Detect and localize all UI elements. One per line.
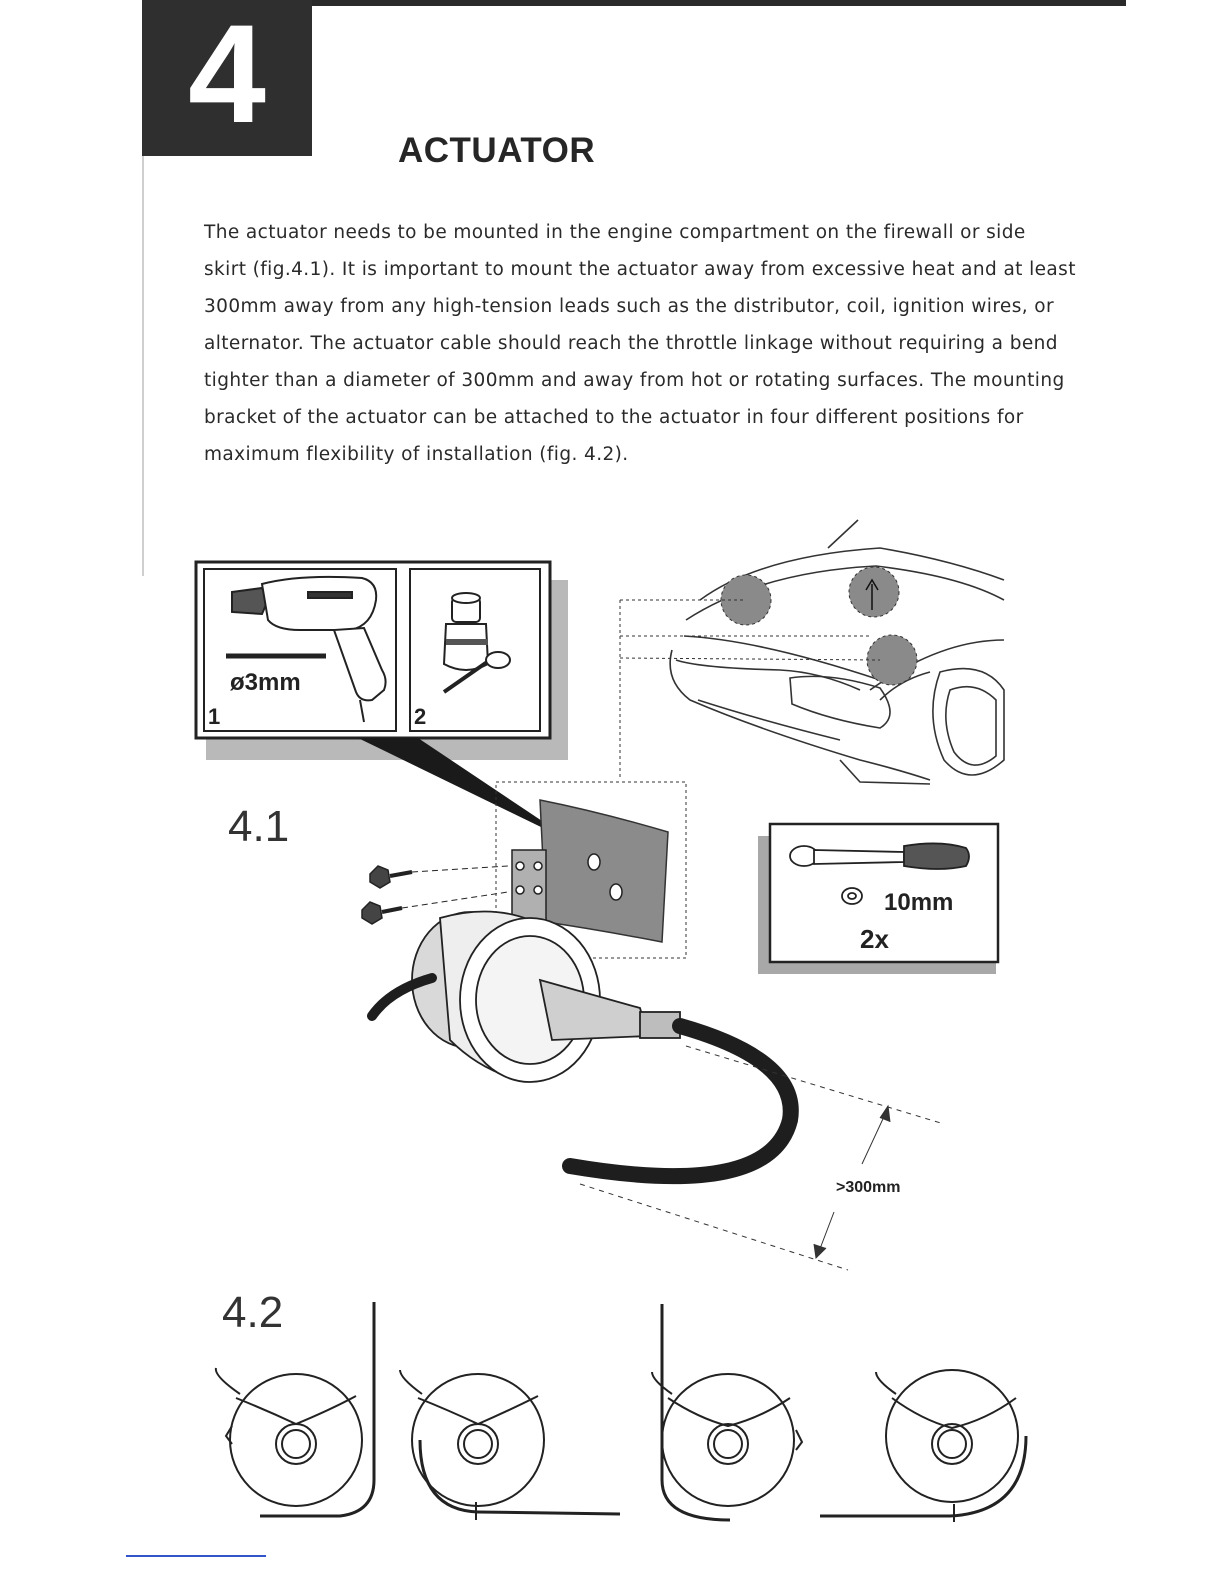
footer-rule [126, 1555, 266, 1557]
bracket-position-2 [400, 1370, 620, 1520]
body-line: maximum flexibility of installation (fig. 4.2). [204, 444, 629, 465]
bracket-position-4 [820, 1370, 1026, 1522]
figure-4-1-label: 4.1 [228, 802, 290, 851]
step-1-number: 1 [208, 704, 221, 729]
body-line: tighter than a diameter of 300mm and away from hot or rotating surfaces. The mounting [204, 370, 1065, 391]
body-line: alternator. The actuator cable should reach the throttle linkage without requiring a bend [204, 333, 1058, 354]
step-2-number: 2 [414, 704, 427, 729]
mount-location-markers [721, 567, 917, 685]
figure-4-2-label: 4.2 [222, 1288, 284, 1337]
chapter-number: 4 [188, 0, 266, 152]
socket-size-label: 10mm [884, 889, 954, 916]
bracket-position-1 [216, 1302, 374, 1516]
chapter-title: ACTUATOR [398, 131, 596, 170]
bracket-position-3 [652, 1304, 802, 1520]
body-line: 300mm away from any high-tension leads such as the distributor, coil, ignition wires, or [204, 296, 1055, 317]
quantity-label: 2x [860, 924, 889, 954]
socket-icon [842, 888, 862, 904]
body-line: The actuator needs to be mounted in the engine compartment on the firewall or side [204, 222, 1026, 243]
drill-size-label: ø3mm [230, 669, 301, 696]
firewall-panel [540, 800, 668, 942]
car-front-illustration [670, 520, 1004, 784]
body-line: bracket of the actuator can be attached to the actuator in four different positions for [204, 407, 1024, 428]
body-line: skirt (fig.4.1). It is important to mount the actuator away from excessive heat and at least [204, 259, 1076, 280]
distance-label: >300mm [836, 1179, 901, 1196]
